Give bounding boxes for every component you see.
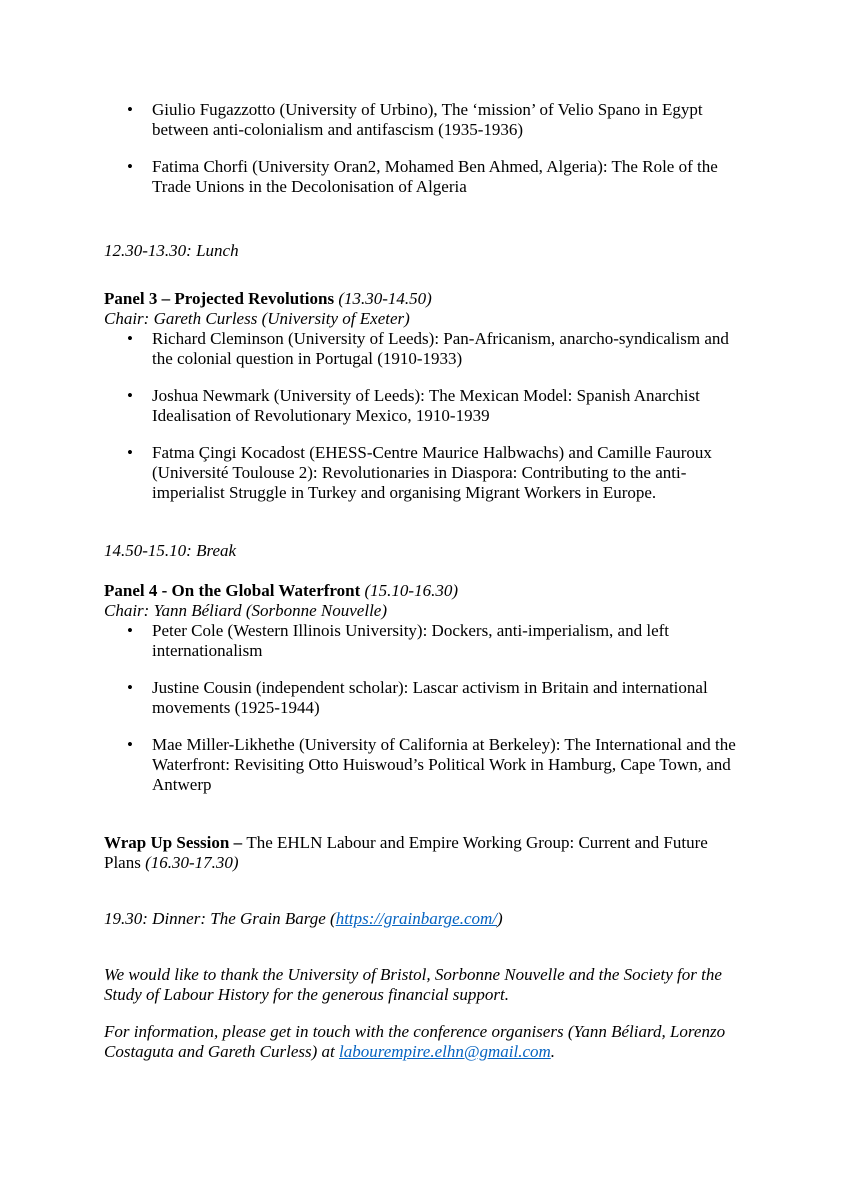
contact-text-suffix: . [550,1042,556,1061]
panel3-bullet-list [104,329,745,503]
morning-session-bullet-list [104,100,745,197]
dinner-line [104,909,745,929]
agenda-item: • Mae Miller-Likhethe (University of California at Berkeley): The International and the Waterfront: Revisiting Otto Huiswoud’s Political Work in Hamburg, Cape Town, and Antwerp [104,735,745,795]
dinner-text: 19.30: Dinner: The Grain Barge ( [104,909,336,928]
agenda-item: • Giulio Fugazzotto (University of Urbino), The ‘mission’ of Velio Spano in Egypt between anti-colonialism and antifascism (1935-1936) [104,100,745,140]
panel4-chair: Chair: Yann Béliard (Sorbonne Nouvelle) [104,601,387,620]
wrapup-text: The EHLN Labour and Empire Working Group: Current and Future Plans [104,833,708,872]
lunch-line: 12.30-13.30: Lunch [104,241,239,260]
wrapup-time: (16.30-17.30) [145,853,239,872]
wrapup-session-line [104,833,745,873]
dinner-text-suffix: ) [497,909,503,928]
panel3-time: (13.30-14.50) [338,289,432,308]
agenda-item: • Joshua Newmark (University of Leeds): The Mexican Model: Spanish Anarchist Idealisation of Revolutionary Mexico, 1910-1939 [104,386,745,426]
panel3-title: Panel 3 – Projected Revolutions [104,289,339,308]
agenda-item: • Justine Cousin (independent scholar): Lascar activism in Britain and international movements (1925-1944) [104,678,745,718]
agenda-item: • Fatima Chorfi (University Oran2, Mohamed Ben Ahmed, Algeria): The Role of the Trade Unions in the Decolonisation of Algeria [104,157,745,197]
panel4-title: Panel 4 - On the Global Waterfront [104,581,365,600]
panel3-chair: Chair: Gareth Curless (University of Exeter) [104,309,410,328]
agenda-item: • Fatma Çingi Kocadost (EHESS-Centre Maurice Halbwachs) and Camille Fauroux (Université Toulouse 2): Revolutionaries in Diaspora: Contributing to the anti-imperialist Struggle in Turkey and organising Migrant Workers in Europe. [104,443,745,503]
grainbarge-link[interactable]: https://grainbarge.com/ [335,909,498,928]
contact-paragraph [104,1022,745,1062]
email-link[interactable]: labourempire.elhn@gmail.com [339,1042,551,1061]
agenda-item: • Richard Cleminson (University of Leeds): Pan-Africanism, anarcho-syndicalism and the colonial question in Portugal (1910-1933) [104,329,745,369]
panel4-time: (15.10-16.30) [364,581,458,600]
panel4-heading [104,581,745,601]
contact-text: For information, please get in touch with the conference organisers (Yann Béliard, Lorenzo Costaguta and Gareth Curless) at [104,1022,726,1061]
acknowledgements-paragraph: We would like to thank the University of Bristol, Sorbonne Nouvelle and the Society for the Study of Labour History for the generous financial support. [104,965,722,1004]
wrapup-title: Wrap Up Session – [104,833,247,852]
panel3-heading [104,289,745,309]
break-line: 14.50-15.10: Break [104,541,237,560]
panel4-bullet-list [104,621,745,795]
agenda-item: • Peter Cole (Western Illinois University): Dockers, anti-imperialism, and left internationalism [104,621,745,661]
